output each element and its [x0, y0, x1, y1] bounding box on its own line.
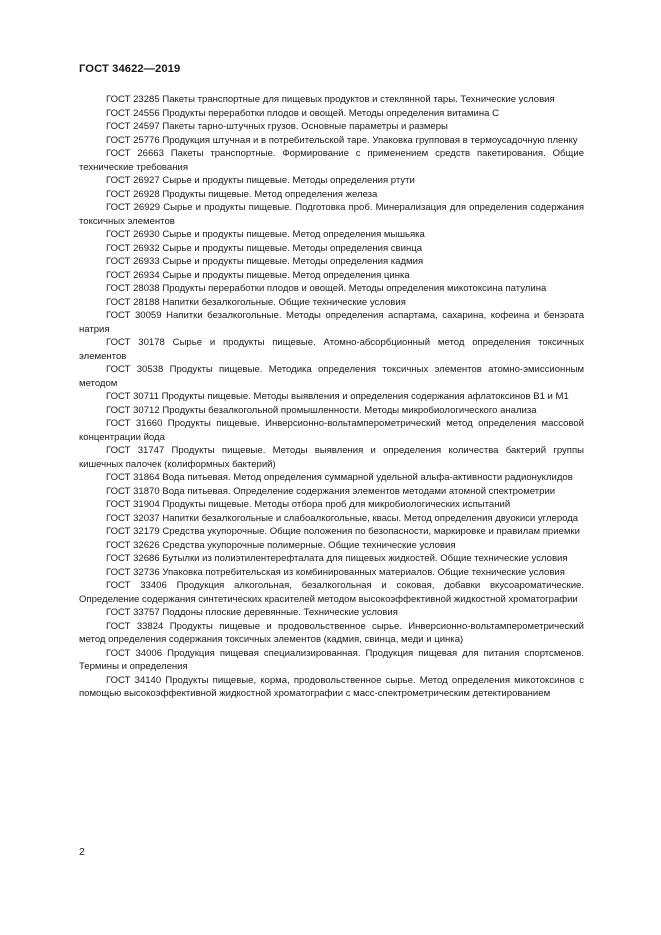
standard-title: Средства укупорочные. Общие положения по безопасности, маркировке и правилам приемки — [162, 526, 580, 537]
standard-title: Вода питьевая. Определение содержания элементов методами атомной спектрометрии — [162, 485, 556, 497]
reference-entry — [79, 390, 584, 404]
standard-title: Продукты пищевые. Методика определения токсичных элементов атомно-эмиссионным методом — [79, 364, 585, 389]
standard-title: Продукция пищевая специализированная. Продукция пищевая для питания спортсменов. Термины и определения — [79, 647, 585, 672]
standard-code: ГОСТ 30711 — [106, 391, 159, 402]
standard-code: ГОСТ 28188 — [106, 296, 160, 308]
reference-entry — [79, 512, 584, 526]
document-header-code: ГОСТ 34622—2019 — [79, 63, 181, 75]
standard-title: Напитки безалкогольные. Общие технические условия — [162, 296, 406, 308]
standard-code: ГОСТ 33824 — [106, 620, 164, 632]
reference-entry — [79, 147, 584, 174]
reference-entry — [79, 269, 584, 283]
reference-entry — [79, 444, 584, 471]
reference-entry — [79, 188, 584, 202]
standard-code: ГОСТ 24556 — [106, 107, 160, 119]
standard-code: ГОСТ 32037 — [106, 512, 160, 524]
standard-title: Сырье и продукты пищевые. Метод определения цинка — [162, 269, 410, 281]
reference-entry — [79, 647, 584, 674]
reference-entry — [79, 417, 584, 444]
reference-entry — [79, 120, 584, 134]
standard-title: Сырье и продукты пищевые. Методы определения свинца — [162, 242, 423, 254]
standard-code: ГОСТ 34140 — [106, 674, 162, 686]
reference-entry — [79, 579, 584, 606]
reference-entry — [79, 471, 584, 485]
standard-code: ГОСТ 25776 — [106, 134, 160, 146]
standard-title: Продукты пищевые, корма, продовольственное сырье. Метод определения микотоксинов с помощью высокоэффективной жидкостной хроматографии с масс-спектрометрическим детектированием — [79, 674, 584, 699]
reference-entry — [79, 201, 584, 228]
standard-title: Продукты безалкогольной промышленности. Методы микробиологического анализа — [162, 404, 537, 416]
reference-entry — [79, 363, 584, 390]
standard-title: Сырье и продукты пищевые. Атомно-абсорбционный метод определения токсичных элементов — [79, 337, 584, 362]
standard-code: ГОСТ 30059 — [106, 310, 162, 321]
standard-title: Пакеты тарно-штучных грузов. Основные параметры и размеры — [162, 121, 448, 132]
standard-title: Сырье и продукты пищевые. Метод определения мышьяка — [162, 229, 425, 240]
standard-code: ГОСТ 31747 — [106, 445, 165, 456]
standard-code: ГОСТ 26933 — [106, 256, 160, 267]
standard-title: Пакеты транспортные для пищевых продуктов и стеклянной тары. Технические условия — [162, 94, 555, 105]
standard-code: ГОСТ 26927 — [106, 175, 160, 186]
standard-code: ГОСТ 30538 — [106, 364, 164, 375]
standard-title: Продукты пищевые. Методы выявления и определения количества бактерий группы кишечных палочек (колиформных бактерий) — [79, 445, 585, 470]
standard-title: Упаковка потребительская из комбинированных материалов. Общие технические условия — [162, 566, 565, 578]
reference-entry — [79, 539, 584, 553]
reference-entry — [79, 620, 584, 647]
standard-title: Напитки безалкогольные. Методы определения аспартама, сахарина, кофеина и бензоата натрия — [79, 310, 585, 335]
standard-title: Средства укупорочные полимерные. Общие технические условия — [162, 539, 456, 551]
standard-code: ГОСТ 31660 — [106, 418, 163, 429]
reference-entry — [79, 309, 584, 336]
reference-entry — [79, 404, 584, 418]
standard-title: Продукты пищевые. Метод определения железа — [162, 188, 378, 200]
reference-entry — [79, 336, 584, 363]
reference-entry — [79, 296, 584, 310]
standard-code: ГОСТ 30712 — [106, 404, 160, 416]
reference-entry — [79, 93, 584, 107]
reference-entry — [79, 674, 584, 701]
reference-entry — [79, 107, 584, 121]
standard-title: Сырье и продукты пищевые. Методы определения кадмия — [162, 256, 424, 267]
standard-title: Напитки безалкогольные и слабоалкогольные, квасы. Метод определения двуокиси углерода — [162, 512, 579, 524]
standard-code: ГОСТ 26928 — [106, 188, 160, 200]
standard-code: ГОСТ 33406 — [106, 580, 167, 591]
standard-code: ГОСТ 23285 — [106, 94, 160, 105]
standard-code: ГОСТ 33757 — [106, 607, 160, 618]
standard-code: ГОСТ 26934 — [106, 269, 160, 281]
reference-entry — [79, 174, 584, 188]
standard-title: Продукты переработки плодов и овощей. Методы определения витамина С — [162, 107, 500, 119]
standard-code: ГОСТ 26929 — [106, 202, 161, 213]
standard-code: ГОСТ 32179 — [106, 526, 160, 537]
standard-title: Продукты пищевые и продовольственное сырье. Инверсионно-вольтамперометрический метод определения содержания токсичных элементов (кадмия, свинца, меди и цинка) — [79, 620, 585, 645]
reference-entry — [79, 566, 584, 580]
standard-title: Продукция штучная и в потребительской таре. Упаковка групповая в термоусадочную пленку — [162, 134, 578, 146]
standard-title: Сырье и продукты пищевые. Методы определения ртути — [162, 175, 415, 186]
standard-code: ГОСТ 28038 — [106, 283, 160, 294]
reference-entry — [79, 606, 584, 620]
reference-entry — [79, 228, 584, 242]
standard-title: Продукты пищевые. Методы отбора проб для микробиологических испытаний — [162, 499, 511, 510]
standard-code: ГОСТ 34006 — [106, 647, 163, 659]
standard-code: ГОСТ 26663 — [106, 148, 164, 159]
standard-code: ГОСТ 31870 — [106, 485, 160, 497]
page-number: 2 — [79, 846, 85, 858]
reference-entry — [79, 485, 584, 499]
standard-title: Продукты пищевые. Инверсионно-вольтамперометрический метод определения массовой концентрации йода — [79, 418, 584, 443]
reference-entry — [79, 498, 584, 512]
standard-title: Пакеты транспортные. Формирование с применением средств пакетирования. Общие технические требования — [79, 148, 585, 173]
standard-code: ГОСТ 26930 — [106, 229, 160, 240]
standard-code: ГОСТ 32626 — [106, 539, 160, 551]
standard-title: Продукты переработки плодов и овощей. Методы определения микотоксина патулина — [162, 283, 547, 294]
standard-title: Продукты пищевые. Методы выявления и определения содержания афлатоксинов В1 и М1 — [161, 391, 569, 402]
standard-code: ГОСТ 32686 — [106, 553, 160, 564]
reference-entry — [79, 134, 584, 148]
standard-title: Вода питьевая. Метод определения суммарной удельной альфа-активности радионуклидов — [162, 472, 573, 483]
standard-title: Продукция алкогольная, безалкогольная и соковая, добавки вкусоароматические. Определение содержания синтетических красителей методом высокоэффективной жидкостной хроматографии — [79, 580, 585, 605]
reference-entry — [79, 282, 584, 296]
reference-entry — [79, 242, 584, 256]
standard-code: ГОСТ 24597 — [106, 121, 160, 132]
standard-code: ГОСТ 32736 — [106, 566, 160, 578]
standard-title: Сырье и продукты пищевые. Подготовка проб. Минерализация для определения содержания токсичных элементов — [79, 202, 584, 227]
standard-title: Поддоны плоские деревянные. Технические условия — [162, 607, 398, 618]
normative-references-list — [79, 93, 584, 701]
standard-code: ГОСТ 30178 — [106, 337, 165, 348]
standard-code: ГОСТ 26932 — [106, 242, 160, 254]
reference-entry — [79, 552, 584, 566]
reference-entry — [79, 525, 584, 539]
standard-title: Бутылки из полиэтилентерефталата для пищевых жидкостей. Общие технические условия — [162, 553, 568, 564]
reference-entry — [79, 255, 584, 269]
standard-code: ГОСТ 31864 — [106, 472, 160, 483]
standard-code: ГОСТ 31904 — [106, 499, 160, 510]
